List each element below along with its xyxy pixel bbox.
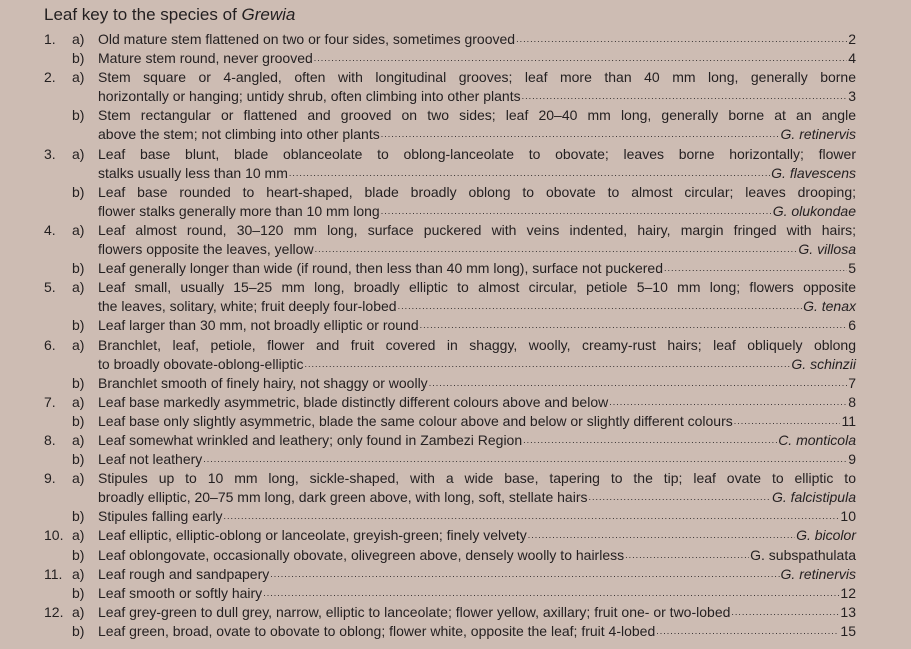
lead-text: broadly elliptic, 20–75 mm long, dark green above, with long, soft, stellate hairs	[98, 489, 588, 506]
lead-letter: a)	[72, 470, 85, 487]
lead-result: G. bicolor	[796, 527, 856, 544]
lead-result: 11	[841, 412, 856, 429]
lead-text-line: Leaf small, usually 15–25 mm long, broadly elliptic to almost circular, petiole 5–10 mm long; flowers opposite	[98, 279, 856, 296]
lead-text: horizontally or hanging; untidy shrub, often climbing into other plants	[98, 88, 521, 105]
key-entry	[44, 374, 856, 393]
couplet-number: 1.	[44, 31, 56, 47]
lead-result: 9	[848, 451, 856, 468]
dot-leader	[522, 87, 848, 106]
lead-text: Branchlet smooth of finely hairy, not shaggy or woolly	[98, 374, 428, 391]
lead-result: 2	[848, 31, 856, 47]
lead-letter: b)	[72, 317, 85, 334]
lead-result: G. flavescens	[771, 164, 856, 181]
key-entry	[44, 30, 856, 49]
lead-letter: a)	[72, 603, 85, 620]
dot-leader	[420, 316, 848, 335]
lead-text: Leaf base only slightly asymmetric, blade the same colour above and below or slightly different colours	[98, 412, 733, 429]
key-entry	[44, 106, 856, 144]
key-entry	[44, 603, 856, 622]
key-entry	[44, 565, 856, 584]
dot-leader	[664, 259, 847, 278]
lead-text-line: Stem rectangular or flattened and grooved on two sides; leaf 20–40 mm long, generally borne at an angle	[98, 107, 856, 124]
lead-text: the leaves, solitary, white; fruit deeply four-lobed	[98, 298, 397, 315]
key-entry	[44, 221, 856, 259]
couplet-number: 8.	[44, 431, 56, 448]
lead-text: Leaf rough and sandpapery	[98, 565, 270, 582]
lead-text: Leaf green, broad, ovate to obovate to oblong; flower white, opposite the leaf; fruit 4-lobed	[98, 622, 656, 639]
dot-leader	[734, 412, 841, 431]
lead-text: Leaf elliptic, elliptic-oblong or lanceolate, greyish-green; finely velvety	[98, 527, 527, 544]
lead-result: G. tenax	[803, 298, 856, 315]
dot-leader	[314, 49, 847, 68]
lead-letter: a)	[72, 221, 85, 238]
key-entry	[44, 526, 856, 545]
dot-leader	[381, 125, 780, 144]
dot-leader	[263, 584, 839, 603]
lead-text: Stipules falling early	[98, 508, 223, 525]
dot-leader	[429, 374, 848, 393]
lead-result: G. falcistipula	[771, 489, 856, 506]
couplet-number: 9.	[44, 470, 56, 487]
lead-text: Leaf not leathery	[98, 451, 203, 468]
lead-letter: b)	[72, 508, 85, 525]
lead-text: flowers opposite the leaves, yellow	[98, 241, 314, 258]
identification-key	[44, 30, 856, 641]
couplet-number: 11.	[44, 565, 63, 582]
lead-result: 4	[848, 50, 856, 67]
key-entry	[44, 469, 856, 507]
lead-result: 10	[840, 508, 856, 525]
key-entry	[44, 450, 856, 469]
lead-text-line: Leaf base blunt, blade oblanceolate to oblong-lanceolate to obovate; leaves borne horizontally; flower	[98, 145, 856, 162]
couplet-number: 5.	[44, 279, 56, 296]
lead-text: Leaf smooth or softly hairy	[98, 584, 263, 601]
lead-letter: b)	[72, 622, 85, 639]
dot-leader	[523, 431, 777, 450]
lead-text: Leaf somewhat wrinkled and leathery; only found in Zambezi Region	[98, 431, 523, 448]
lead-text-line: Stem square or 4-angled, often with longitudinal grooves; leaf more than 40 mm long, generally borne	[98, 69, 856, 86]
couplet-number: 3.	[44, 145, 56, 162]
lead-letter: a)	[72, 31, 85, 47]
lead-letter: b)	[72, 412, 85, 429]
dot-leader	[203, 450, 847, 469]
lead-result: 13	[840, 603, 856, 620]
dot-leader	[315, 240, 798, 259]
couplet-number: 4.	[44, 221, 56, 238]
lead-letter: b)	[72, 50, 85, 67]
key-entry	[44, 259, 856, 278]
lead-result: 12	[840, 584, 856, 601]
lead-result: G. retinervis	[780, 565, 856, 582]
lead-letter: b)	[72, 260, 85, 277]
title-text: Leaf key to the species of	[44, 5, 242, 24]
key-entry	[44, 336, 856, 374]
lead-result: G. olukondae	[772, 202, 856, 219]
dot-leader	[381, 202, 772, 221]
lead-letter: a)	[72, 527, 85, 544]
lead-letter: b)	[72, 584, 85, 601]
lead-letter: a)	[72, 69, 85, 86]
key-entry	[44, 183, 856, 221]
dot-leader	[731, 603, 839, 622]
lead-text: Leaf generally longer than wide (if round, then less than 40 mm long), surface not puckered	[98, 260, 663, 277]
dot-leader	[398, 297, 803, 316]
dot-leader	[289, 164, 770, 183]
dot-leader	[528, 526, 795, 545]
key-entry	[44, 507, 856, 526]
lead-text: to broadly obovate-oblong-elliptic	[98, 355, 304, 372]
key-entry	[44, 412, 856, 431]
lead-text: above the stem; not climbing into other plants	[98, 126, 380, 143]
key-entry	[44, 316, 856, 335]
lead-text: Leaf larger than 30 mm, not broadly elliptic or round	[98, 317, 419, 334]
key-entry	[44, 49, 856, 68]
key-entry	[44, 584, 856, 603]
page-title	[44, 5, 295, 25]
lead-text: Leaf grey-green to dull grey, narrow, elliptic to lanceolate; flower yellow, axillary; fruit one- or two-lobed	[98, 603, 731, 620]
lead-text: Old mature stem flattened on two or four sides, sometimes grooved	[98, 31, 516, 47]
couplet-number: 6.	[44, 336, 56, 353]
lead-letter: b)	[72, 374, 85, 391]
lead-letter: b)	[72, 107, 85, 124]
lead-text-line: Branchlet, leaf, petiole, flower and fruit covered in shaggy, woolly, creamy-rust hairs; leaf obliquely oblong	[98, 336, 856, 353]
lead-letter: a)	[72, 431, 85, 448]
couplet-number: 7.	[44, 393, 56, 410]
lead-result: G. villosa	[798, 241, 856, 258]
lead-text: Leaf base markedly asymmetric, blade distinctly different colours above and below	[98, 393, 609, 410]
couplet-number: 2.	[44, 69, 56, 86]
dot-leader	[656, 622, 839, 641]
lead-text: flower stalks generally more than 10 mm long	[98, 202, 380, 219]
lead-result: 6	[848, 317, 856, 334]
lead-result: 7	[848, 374, 856, 391]
dot-leader	[516, 30, 847, 49]
lead-text-line: Leaf base rounded to heart-shaped, blade broadly oblong to obovate to almost circular; leaves drooping;	[98, 183, 856, 200]
lead-letter: a)	[72, 336, 85, 353]
lead-result: 15	[840, 622, 856, 639]
key-entry	[44, 622, 856, 641]
lead-letter: b)	[72, 451, 85, 468]
lead-result: G. subspathulata	[750, 546, 856, 563]
lead-letter: a)	[72, 279, 85, 296]
lead-text-line: Leaf almost round, 30–120 mm long, surface puckered with veins indented, hairy, margin fringed with hairs;	[98, 221, 856, 238]
key-entry	[44, 431, 856, 450]
lead-result: 3	[848, 88, 856, 105]
couplet-number: 12.	[44, 603, 64, 620]
lead-letter: a)	[72, 145, 85, 162]
lead-result: G. retinervis	[780, 126, 856, 143]
lead-text-line: Stipules up to 10 mm long, sickle-shaped, with a wide base, tapering to the tip; leaf ovate to elliptic to	[98, 470, 856, 487]
key-entry	[44, 546, 856, 565]
lead-result: G. schinzii	[791, 355, 856, 372]
dot-leader	[270, 565, 779, 584]
key-entry	[44, 145, 856, 183]
dot-leader	[589, 488, 771, 507]
dot-leader	[224, 507, 840, 526]
lead-letter: a)	[72, 393, 85, 410]
lead-text: Mature stem round, never grooved	[98, 50, 313, 67]
lead-letter: a)	[72, 565, 85, 582]
key-entry	[44, 68, 856, 106]
title-genus: Grewia	[241, 5, 296, 24]
lead-text: stalks usually less than 10 mm	[98, 164, 288, 181]
dot-leader	[609, 393, 847, 412]
lead-text: Leaf oblongovate, occasionally obovate, olivegreen above, densely woolly to hairless	[98, 546, 625, 563]
key-entry	[44, 393, 856, 412]
dot-leader	[625, 546, 749, 565]
lead-letter: b)	[72, 183, 85, 200]
key-entry	[44, 278, 856, 316]
lead-result: 8	[848, 393, 856, 410]
lead-result: 5	[848, 260, 856, 277]
lead-letter: b)	[72, 546, 85, 563]
dot-leader	[304, 355, 790, 374]
couplet-number: 10.	[44, 527, 64, 544]
lead-result: C. monticola	[778, 431, 856, 448]
